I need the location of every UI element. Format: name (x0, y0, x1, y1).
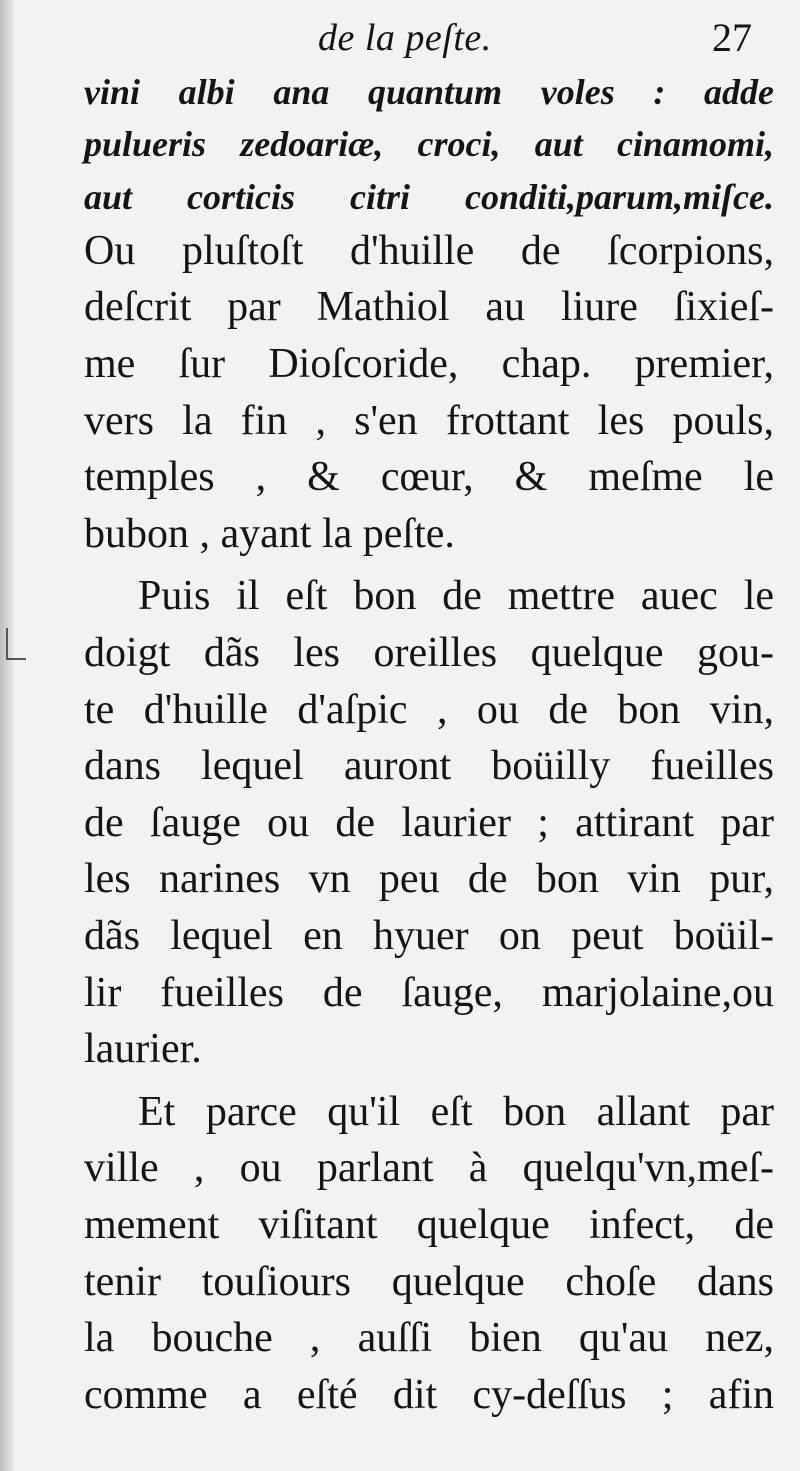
text-line: ville , ou parlant à quelqu'vn,meſ- (84, 1145, 774, 1192)
text-line: deſcrit par Mathiol au liure ſixieſ- (84, 284, 774, 331)
text-line: Ou pluſtoſt d'huille de ſcorpions, (84, 227, 774, 274)
text-line: tenir touſiours quelque choſe dans (84, 1258, 774, 1305)
text-line: la bouche , auſſi bien qu'au nez, (84, 1315, 774, 1362)
text-line: me ſur Dioſcoride, chap. premier, (84, 341, 774, 388)
text-line: te d'huille d'aſpic , ou de bon vin, (84, 686, 774, 733)
text-line: vini albi ana quantum voles : adde (84, 72, 774, 112)
text-line: lir fueilles de ſauge, marjolaine,ou (84, 969, 774, 1016)
text-line: aut corticis citri conditi,parum,miſce. (84, 176, 774, 217)
text-line: dãs lequel en hyuer on peut boüil- (84, 913, 774, 960)
page-number: 27 (712, 15, 752, 60)
page-gutter-shadow (0, 0, 14, 1471)
text-line: doigt dãs les oreilles quelque gou- (84, 630, 774, 677)
text-line: mement viſitant quelque infect, de (84, 1201, 774, 1248)
text-line: laurier. (84, 1026, 202, 1073)
text-line: pulueris zedoariæ, croci, aut cinamomi, (84, 124, 774, 165)
text-block (84, 66, 774, 1423)
text-line: Puis il eſt bon de mettre auec le (138, 573, 774, 620)
text-line: dans lequel auront boüilly fueilles (84, 743, 774, 790)
text-line: les narines vn peu de bon vin pur, (84, 856, 774, 903)
text-line: Et parce qu'il eſt bon allant par (138, 1088, 774, 1135)
text-line: bubon , ayant la peſte. (84, 510, 455, 557)
text-line: comme a eſté dit cy-deſſus ; afin (84, 1371, 774, 1418)
running-head: de la peſte. (318, 17, 492, 59)
text-line: vers la fin , s'en frottant les pouls, (84, 397, 774, 444)
margin-mark (6, 628, 26, 660)
text-line: temples , & cœur, & meſme le (84, 454, 774, 501)
text-line: de ſauge ou de laurier ; attirant par (84, 799, 774, 846)
